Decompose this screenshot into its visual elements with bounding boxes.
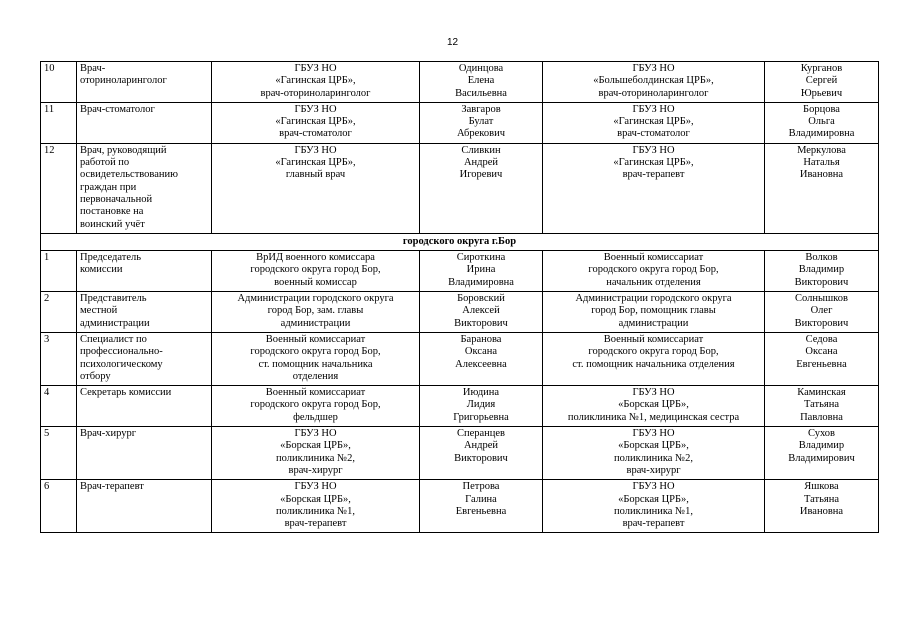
row-number-text: 2 <box>44 293 50 305</box>
row-member-name-text: Одинцова Елена Васильевна <box>455 63 507 99</box>
row-deputy-organization <box>543 292 765 333</box>
row-member-name <box>420 62 543 103</box>
row-deputy-name-text: Яшкова Татьяна Ивановна <box>799 481 844 517</box>
row-deputy-name-text: Солнышков Олег Викторович <box>794 293 849 329</box>
row-member-name <box>420 427 543 480</box>
table-row <box>41 480 879 533</box>
row-deputy-organization-text: ГБУЗ НО «Большеболдинская ЦРБ», врач-оториноларинголог <box>593 63 714 99</box>
row-member-name-text: Петрова Галина Евгеньевна <box>455 481 507 517</box>
row-deputy-name <box>765 480 879 533</box>
row-organization <box>212 143 420 233</box>
row-member-name-text: Баранова Оксана Алексеевна <box>455 333 507 370</box>
row-organization-text: Администрации городского округа город Бор, зам. главы администрации <box>237 293 394 329</box>
row-number <box>41 332 77 385</box>
row-organization <box>212 480 420 533</box>
row-deputy-name-text: Борцова Ольга Владимировна <box>788 103 855 140</box>
row-deputy-organization-text: Администрации городского округа город Бор, помощник главы администрации <box>575 293 732 329</box>
commission-table <box>40 61 879 533</box>
row-deputy-organization <box>543 480 765 533</box>
row-organization-text: Военный комиссариат городского округа город Бор, фельдшер <box>250 387 381 423</box>
row-deputy-name <box>765 332 879 385</box>
row-role <box>77 143 212 233</box>
table-row <box>41 427 879 480</box>
table-row <box>41 386 879 427</box>
row-member-name <box>420 386 543 427</box>
section-header-row <box>41 233 879 250</box>
row-organization <box>212 251 420 292</box>
row-role <box>77 332 212 385</box>
row-number-text: 5 <box>44 428 50 440</box>
row-number-text: 1 <box>44 252 50 264</box>
row-organization <box>212 102 420 143</box>
row-number <box>41 102 77 143</box>
row-deputy-name <box>765 102 879 143</box>
row-number-text: 12 <box>44 144 55 156</box>
row-deputy-name <box>765 62 879 103</box>
row-deputy-organization-text: ГБУЗ НО «Гагинская ЦРБ», врач-стоматолог <box>613 103 694 140</box>
row-member-name-text: Сперанцев Андрей Викторович <box>454 428 508 464</box>
row-number-text: 4 <box>44 387 50 399</box>
row-deputy-name <box>765 251 879 292</box>
row-role <box>77 292 212 333</box>
row-deputy-organization-text: Военный комиссариат городского округа город Бор, ст. помощник начальника отделения <box>572 333 735 370</box>
row-member-name <box>420 332 543 385</box>
row-role-text: Врач-стоматолог <box>80 103 155 115</box>
row-organization-text: ВрИД военного комиссара городского округа город Бор, военный комиссар <box>250 252 381 288</box>
row-number-text: 11 <box>44 103 55 115</box>
row-deputy-name <box>765 386 879 427</box>
row-role-text: Представитель местной администрации <box>80 293 150 329</box>
row-organization <box>212 332 420 385</box>
row-number <box>41 292 77 333</box>
row-organization-text: ГБУЗ НО «Гагинская ЦРБ», главный врач <box>275 144 356 181</box>
row-member-name <box>420 292 543 333</box>
row-deputy-organization-text: ГБУЗ НО «Борская ЦРБ», поликлиника №1, медицинская сестра <box>567 387 740 423</box>
row-member-name-text: Боровский Алексей Викторович <box>454 293 508 329</box>
section-title: городского округа г.Бор <box>41 233 879 250</box>
row-member-name <box>420 480 543 533</box>
row-deputy-organization <box>543 62 765 103</box>
row-organization-text: ГБУЗ НО «Гагинская ЦРБ», врач-стоматолог <box>275 103 356 140</box>
row-organization-text: ГБУЗ НО «Гагинская ЦРБ», врач-оториноларинголог <box>260 63 371 99</box>
row-deputy-organization <box>543 102 765 143</box>
row-deputy-name <box>765 292 879 333</box>
row-role-text: Председатель комиссии <box>80 252 142 276</box>
row-deputy-name-text: Седова Оксана Евгеньевна <box>796 333 847 370</box>
page-number: 12 <box>446 37 459 48</box>
row-deputy-name-text: Сухов Владимир Владимирович <box>788 428 855 464</box>
table-row <box>41 251 879 292</box>
row-deputy-name-text: Каминская Татьяна Павловна <box>797 387 846 423</box>
row-role <box>77 480 212 533</box>
table-row <box>41 143 879 233</box>
row-role <box>77 386 212 427</box>
row-role-text: Врач-хирург <box>80 428 137 440</box>
row-number <box>41 386 77 427</box>
row-member-name <box>420 102 543 143</box>
row-number <box>41 251 77 292</box>
row-member-name <box>420 143 543 233</box>
row-organization-text: ГБУЗ НО «Борская ЦРБ», поликлиника №1, врач-терапевт <box>276 481 355 530</box>
row-deputy-organization <box>543 251 765 292</box>
row-deputy-organization <box>543 386 765 427</box>
row-organization <box>212 292 420 333</box>
row-number <box>41 62 77 103</box>
table-row <box>41 102 879 143</box>
row-organization <box>212 427 420 480</box>
row-role-text: Врач-терапевт <box>80 481 144 493</box>
row-organization-text: Военный комиссариат городского округа город Бор, ст. помощник начальника отделения <box>250 333 381 382</box>
table-row <box>41 292 879 333</box>
row-role-text: Врач- оториноларинголог <box>80 63 167 87</box>
row-member-name-text: Завгаров Булат Абрекович <box>457 103 505 140</box>
row-deputy-organization <box>543 143 765 233</box>
row-organization <box>212 62 420 103</box>
row-number <box>41 427 77 480</box>
row-role-text: Специалист по профессионально- психологическому отбору <box>80 333 163 382</box>
row-member-name <box>420 251 543 292</box>
row-deputy-name-text: Волков Владимир Викторович <box>794 252 849 288</box>
row-deputy-name-text: Меркулова Наталья Ивановна <box>797 144 846 181</box>
row-member-name-text: Сироткина Ирина Владимировна <box>448 252 514 288</box>
row-deputy-organization <box>543 427 765 480</box>
row-deputy-name <box>765 427 879 480</box>
row-number <box>41 480 77 533</box>
row-number-text: 3 <box>44 333 50 345</box>
row-deputy-name <box>765 143 879 233</box>
row-member-name-text: Июдина Лидия Григорьевна <box>453 387 509 423</box>
row-organization <box>212 386 420 427</box>
row-deputy-organization-text: ГБУЗ НО «Борская ЦРБ», поликлиника №2, врач-хирург <box>614 428 693 476</box>
row-role <box>77 102 212 143</box>
row-member-name-text: Сливкин Андрей Игоревич <box>459 144 503 181</box>
row-role <box>77 251 212 292</box>
table-row <box>41 62 879 103</box>
row-role <box>77 62 212 103</box>
table-row <box>41 332 879 385</box>
row-role <box>77 427 212 480</box>
row-role-text: Секретарь комиссии <box>80 387 172 399</box>
row-number-text: 6 <box>44 481 50 493</box>
row-deputy-name-text: Курганов Сергей Юрьевич <box>800 63 843 99</box>
row-deputy-organization <box>543 332 765 385</box>
row-deputy-organization-text: ГБУЗ НО «Борская ЦРБ», поликлиника №1, врач-терапевт <box>614 481 693 530</box>
row-deputy-organization-text: ГБУЗ НО «Гагинская ЦРБ», врач-терапевт <box>613 144 694 181</box>
row-role-text: Врач, руководящий работой по освидетельствованию граждан при первоначальной постановке на воинский учёт <box>80 144 178 230</box>
row-organization-text: ГБУЗ НО «Борская ЦРБ», поликлиника №2, врач-хирург <box>276 428 355 476</box>
row-number <box>41 143 77 233</box>
row-deputy-organization-text: Военный комиссариат городского округа город Бор, начальник отделения <box>588 252 719 288</box>
row-number-text: 10 <box>44 63 55 74</box>
